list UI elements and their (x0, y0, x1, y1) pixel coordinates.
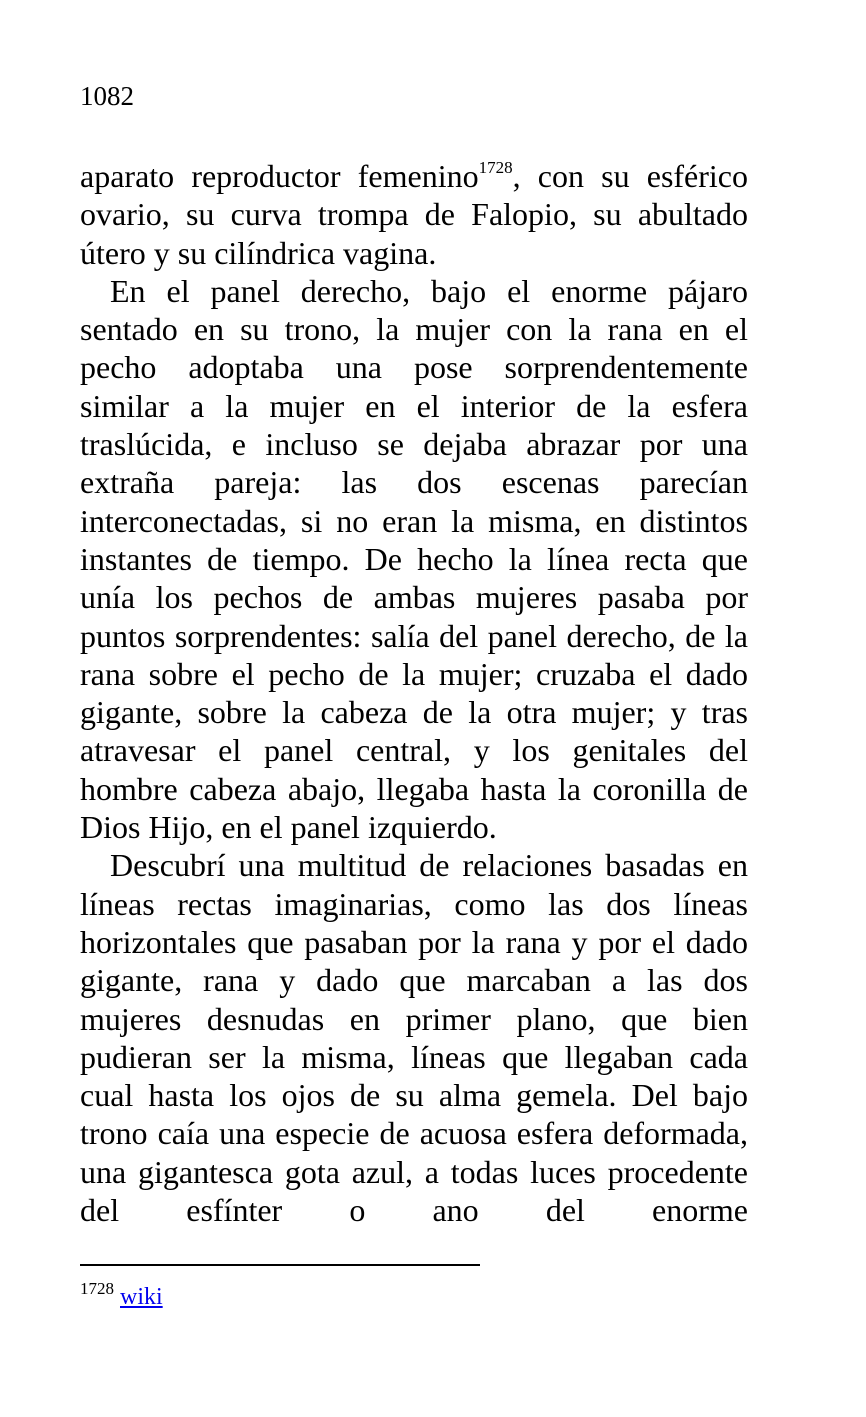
paragraph-3: Descubrí una multitud de relaciones basadas en líneas rectas imaginarias, como las dos líneas horizontales que pasaban por la rana y por el dado gigante, rana y dado que marcaban a las dos mujeres desnudas en primer plano, que bien pudieran ser la misma, líneas que llegaban cada cual hasta los ojos de su alma gemela. Del bajo trono caía una especie de acuosa esfera deformada, una gigantesca gota azul, a todas luces procedente del esfínter o ano del enorme (80, 847, 748, 1229)
paragraph-1-end: , con su esférico ovario, su curva trompa de Falopio, su abultado útero y su cilíndrica vagina. (80, 158, 749, 271)
body-text (80, 157, 748, 1229)
paragraph-1-start: aparato reproductor femenino (80, 158, 479, 194)
footnote-number: 1728 (80, 1279, 114, 1298)
footnote-divider (80, 1264, 480, 1266)
footnote (80, 1279, 163, 1312)
footnote-reference[interactable]: 1728 (478, 158, 513, 177)
paragraph-1 (80, 157, 748, 272)
page-number: 1082 (80, 81, 134, 111)
paragraph-2: En el panel derecho, bajo el enorme pájaro sentado en su trono, la mujer con la rana en el pecho adoptaba una pose sorprendentemente similar a la mujer en el interior de la esfera traslúcida, e incluso se dejaba abrazar por una extraña pareja: las dos escenas parecían interconectadas, si no eran la misma, en distintos instantes de tiempo. De hecho la línea recta que unía los pechos de ambas mujeres pasaba por puntos sorprendentes: salía del panel derecho, de la rana sobre el pecho de la mujer; cruzaba el dado gigante, sobre la cabeza de la otra mujer; y tras atravesar el panel central, y los genitales del hombre cabeza abajo, llegaba hasta la coronilla de Dios Hijo, en el panel izquierdo. (80, 272, 748, 846)
footnote-wiki-link[interactable]: wiki (120, 1284, 163, 1310)
